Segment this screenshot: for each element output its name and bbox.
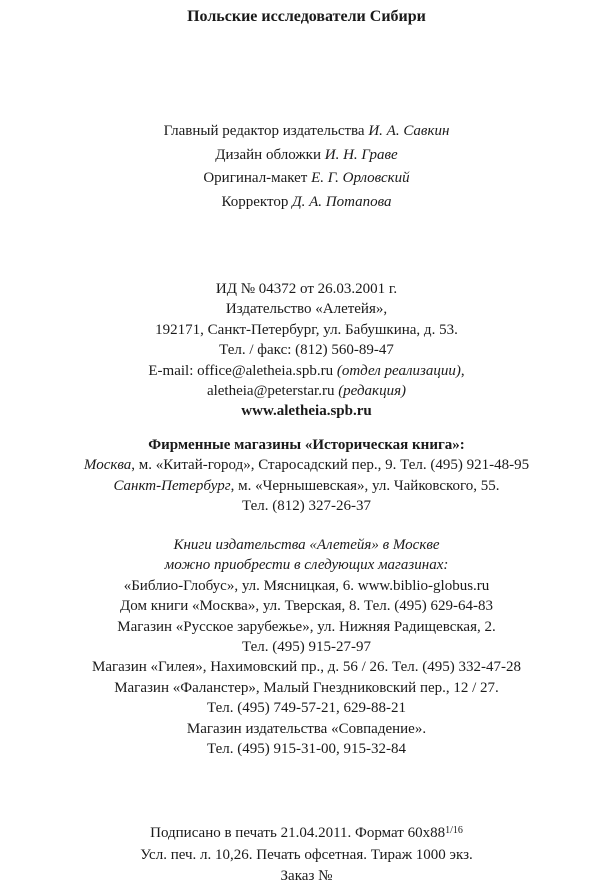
moscow-shops-intro-1: Книги издательства «Алетейя» в Москве	[173, 537, 440, 553]
stores-heading: Фирменные магазины «Историческая книга»:	[148, 437, 465, 453]
list-item: Магазин издательства «Совпадение».	[186, 720, 427, 737]
phone-line: Тел. / факс: (812) 560-89-47	[219, 342, 394, 359]
list-item: Магазин «Гилея», Нахимовский пр., д. 56 / 26. Тел. (495) 332-47-28	[91, 659, 521, 676]
email-editorial-note: (редакция)	[338, 383, 407, 400]
list-item: Магазин «Русское зарубежье», ул. Нижняя Радищевская, 2.	[117, 618, 496, 635]
store-moscow-line	[0, 455, 613, 475]
list-item: Тел. (495) 749-57-21, 629-88-21	[207, 700, 406, 717]
imprint-block	[0, 279, 613, 422]
list-item: Тел. (495) 915-31-00, 915-32-84	[207, 741, 406, 758]
printing-block	[0, 820, 613, 888]
credit-role: Оригинал-макет	[203, 170, 312, 186]
address-line: 192171, Санкт-Петербург, ул. Бабушкина, д. 53.	[155, 321, 458, 338]
credit-name: Е. Г. Орловский	[311, 170, 410, 186]
credit-line-layout	[0, 167, 613, 191]
credit-name: И. А. Савкин	[368, 123, 450, 139]
credit-line-cover-design	[0, 144, 613, 168]
credit-name: Д. А. Потапова	[292, 193, 392, 210]
print-details-line: Усл. печ. л. 10,26. Печать офсетная. Тираж 1000 экз.	[140, 846, 473, 863]
list-item: Дом книги «Москва», ул. Тверская, 8. Тел. (495) 629-64-83	[120, 598, 493, 615]
website-line: www.aletheia.spb.ru	[241, 403, 372, 420]
email-sales-note: (отдел реализации)	[336, 362, 461, 379]
email-editorial: aletheia@peterstar.ru	[206, 383, 339, 400]
list-item: Тел. (495) 915-27-97	[242, 639, 371, 656]
store-moscow-details: , м. «Китай-город», Старосадский пер., 9. Тел. (495) 921-48-95	[131, 457, 530, 474]
signed-line	[0, 820, 613, 845]
email-line-sales	[0, 361, 613, 381]
license-line: ИД № 04372 от 26.03.2001 г.	[215, 281, 398, 297]
credit-line-proofreader	[0, 191, 613, 215]
order-line: Заказ №	[280, 868, 333, 884]
store-spb-phone: Тел. (812) 327-26-37	[242, 498, 371, 515]
credit-line-editor	[0, 120, 613, 144]
credit-name: И. Н. Граве	[324, 146, 398, 163]
credit-role: Дизайн обложки	[215, 146, 325, 163]
stores-block	[0, 435, 613, 517]
credit-role: Главный редактор издательства	[163, 123, 369, 139]
list-item: «Библио-Глобус», ул. Мясницкая, 6. www.biblio-globus.ru	[123, 577, 490, 594]
book-title: Польские исследователи Сибири	[187, 8, 426, 25]
email-sales: E-mail: office@aletheia.spb.ru	[148, 362, 337, 379]
list-item: Магазин «Фаланстер», Малый Гнездниковский пер., 12 / 27.	[114, 679, 499, 696]
store-spb-details: , м. «Чернышевская», ул. Чайковского, 55.	[230, 477, 500, 494]
signed-text: Подписано в печать 21.04.2011. Формат 60х88	[150, 825, 446, 841]
store-moscow-city: Москва	[83, 457, 132, 474]
email-sales-tail: ,	[460, 362, 465, 379]
credit-role: Корректор	[221, 193, 293, 210]
moscow-shops-block	[0, 535, 613, 759]
store-spb-line	[0, 476, 613, 496]
format-fraction: 1/16	[445, 825, 463, 836]
moscow-shops-intro-2: можно приобрести в следующих магазинах:	[164, 557, 449, 574]
email-line-editorial	[0, 381, 613, 401]
publisher-line: Издательство «Алетейя»,	[225, 301, 388, 318]
store-spb-city: Санкт-Петербург	[113, 477, 231, 494]
credits-block	[0, 120, 613, 214]
